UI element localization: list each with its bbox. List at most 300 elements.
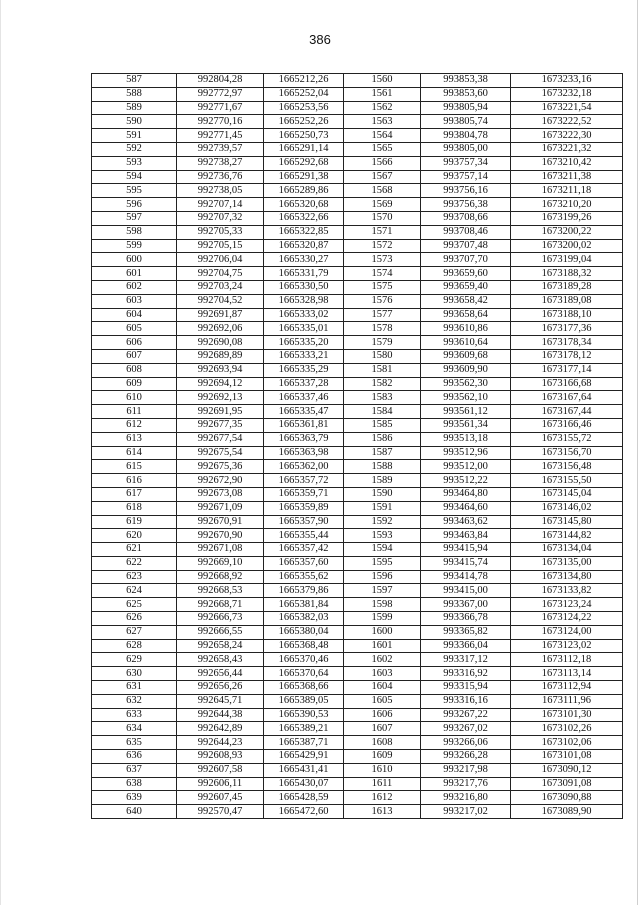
point-number-right-cell: 1606: [344, 708, 421, 722]
y-coordinate-left-cell: 1665357,72: [264, 474, 344, 488]
y-coordinate-right-cell: 1673145,04: [511, 487, 623, 501]
x-coordinate-left-cell: 992658,24: [177, 639, 264, 653]
point-number-right-cell: 1575: [344, 280, 421, 294]
y-coordinate-left-cell: 1665359,89: [264, 501, 344, 515]
y-coordinate-left-cell: 1665355,62: [264, 570, 344, 584]
table-row: [92, 625, 623, 639]
point-number-right-cell: 1573: [344, 253, 421, 267]
point-number-left-cell: 598: [92, 225, 177, 239]
point-number-right-cell: 1589: [344, 474, 421, 488]
x-coordinate-left-cell: 992704,52: [177, 294, 264, 308]
point-number-right-cell: 1560: [344, 74, 421, 88]
y-coordinate-left-cell: 1665381,84: [264, 598, 344, 612]
y-coordinate-right-cell: 1673102,26: [511, 722, 623, 736]
table-row: [92, 405, 623, 419]
point-number-right-cell: 1562: [344, 101, 421, 115]
y-coordinate-right-cell: 1673232,18: [511, 87, 623, 101]
x-coordinate-right-cell: 993464,80: [421, 487, 511, 501]
y-coordinate-left-cell: 1665291,14: [264, 142, 344, 156]
table-row: [92, 336, 623, 350]
point-number-right-cell: 1608: [344, 736, 421, 750]
point-number-right-cell: 1611: [344, 777, 421, 791]
x-coordinate-right-cell: 993609,68: [421, 349, 511, 363]
y-coordinate-right-cell: 1673134,04: [511, 543, 623, 557]
x-coordinate-left-cell: 992644,38: [177, 708, 264, 722]
table-row: [92, 363, 623, 377]
point-number-left-cell: 613: [92, 432, 177, 446]
y-coordinate-left-cell: 1665431,41: [264, 763, 344, 777]
y-coordinate-right-cell: 1673145,80: [511, 515, 623, 529]
point-number-right-cell: 1583: [344, 391, 421, 405]
table-row: [92, 418, 623, 432]
y-coordinate-left-cell: 1665252,04: [264, 87, 344, 101]
table-row: [92, 129, 623, 143]
y-coordinate-left-cell: 1665357,42: [264, 543, 344, 557]
x-coordinate-right-cell: 993365,82: [421, 625, 511, 639]
point-number-right-cell: 1566: [344, 156, 421, 170]
y-coordinate-right-cell: 1673155,50: [511, 474, 623, 488]
point-number-left-cell: 635: [92, 736, 177, 750]
table-row: [92, 349, 623, 363]
point-number-left-cell: 616: [92, 474, 177, 488]
x-coordinate-left-cell: 992607,58: [177, 763, 264, 777]
table-row: [92, 708, 623, 722]
y-coordinate-left-cell: 1665335,29: [264, 363, 344, 377]
point-number-right-cell: 1574: [344, 267, 421, 281]
x-coordinate-right-cell: 993217,98: [421, 763, 511, 777]
x-coordinate-right-cell: 993267,02: [421, 722, 511, 736]
table-row: [92, 460, 623, 474]
table-row: [92, 529, 623, 543]
x-coordinate-left-cell: 992656,26: [177, 681, 264, 695]
y-coordinate-left-cell: 1665337,28: [264, 377, 344, 391]
table-row: [92, 681, 623, 695]
y-coordinate-right-cell: 1673090,88: [511, 791, 623, 805]
point-number-left-cell: 639: [92, 791, 177, 805]
x-coordinate-right-cell: 993562,10: [421, 391, 511, 405]
y-coordinate-left-cell: 1665212,26: [264, 74, 344, 88]
point-number-right-cell: 1579: [344, 336, 421, 350]
point-number-right-cell: 1581: [344, 363, 421, 377]
point-number-left-cell: 612: [92, 418, 177, 432]
point-number-left-cell: 603: [92, 294, 177, 308]
point-number-left-cell: 597: [92, 211, 177, 225]
x-coordinate-right-cell: 993217,76: [421, 777, 511, 791]
point-number-left-cell: 602: [92, 280, 177, 294]
point-number-left-cell: 618: [92, 501, 177, 515]
y-coordinate-right-cell: 1673222,52: [511, 115, 623, 129]
point-number-left-cell: 593: [92, 156, 177, 170]
point-number-right-cell: 1588: [344, 460, 421, 474]
point-number-left-cell: 636: [92, 750, 177, 764]
x-coordinate-right-cell: 993756,38: [421, 198, 511, 212]
x-coordinate-left-cell: 992675,54: [177, 446, 264, 460]
x-coordinate-right-cell: 993757,14: [421, 170, 511, 184]
x-coordinate-left-cell: 992668,92: [177, 570, 264, 584]
point-number-left-cell: 638: [92, 777, 177, 791]
table-row: [92, 87, 623, 101]
y-coordinate-left-cell: 1665250,73: [264, 129, 344, 143]
table-row: [92, 253, 623, 267]
point-number-left-cell: 627: [92, 625, 177, 639]
y-coordinate-left-cell: 1665253,56: [264, 101, 344, 115]
y-coordinate-right-cell: 1673199,04: [511, 253, 623, 267]
point-number-left-cell: 591: [92, 129, 177, 143]
x-coordinate-right-cell: 993707,70: [421, 253, 511, 267]
table-row: [92, 543, 623, 557]
x-coordinate-right-cell: 993414,78: [421, 570, 511, 584]
y-coordinate-right-cell: 1673188,10: [511, 308, 623, 322]
point-number-left-cell: 606: [92, 336, 177, 350]
point-number-right-cell: 1610: [344, 763, 421, 777]
y-coordinate-left-cell: 1665292,68: [264, 156, 344, 170]
point-number-left-cell: 601: [92, 267, 177, 281]
y-coordinate-right-cell: 1673189,08: [511, 294, 623, 308]
table-row: [92, 432, 623, 446]
point-number-right-cell: 1612: [344, 791, 421, 805]
y-coordinate-right-cell: 1673124,22: [511, 612, 623, 626]
y-coordinate-right-cell: 1673123,02: [511, 639, 623, 653]
y-coordinate-left-cell: 1665379,86: [264, 584, 344, 598]
y-coordinate-right-cell: 1673156,70: [511, 446, 623, 460]
y-coordinate-left-cell: 1665335,20: [264, 336, 344, 350]
point-number-right-cell: 1561: [344, 87, 421, 101]
y-coordinate-left-cell: 1665389,21: [264, 722, 344, 736]
y-coordinate-left-cell: 1665330,27: [264, 253, 344, 267]
x-coordinate-left-cell: 992804,28: [177, 74, 264, 88]
point-number-left-cell: 588: [92, 87, 177, 101]
y-coordinate-right-cell: 1673211,18: [511, 184, 623, 198]
x-coordinate-right-cell: 993805,94: [421, 101, 511, 115]
x-coordinate-right-cell: 993708,46: [421, 225, 511, 239]
table-row: [92, 763, 623, 777]
point-number-right-cell: 1607: [344, 722, 421, 736]
x-coordinate-right-cell: 993415,94: [421, 543, 511, 557]
x-coordinate-left-cell: 992706,04: [177, 253, 264, 267]
point-number-right-cell: 1571: [344, 225, 421, 239]
x-coordinate-right-cell: 993366,78: [421, 612, 511, 626]
x-coordinate-left-cell: 992690,08: [177, 336, 264, 350]
y-coordinate-left-cell: 1665328,98: [264, 294, 344, 308]
x-coordinate-left-cell: 992607,45: [177, 791, 264, 805]
x-coordinate-left-cell: 992691,87: [177, 308, 264, 322]
point-number-left-cell: 637: [92, 763, 177, 777]
point-number-right-cell: 1609: [344, 750, 421, 764]
y-coordinate-right-cell: 1673111,96: [511, 694, 623, 708]
y-coordinate-left-cell: 1665333,21: [264, 349, 344, 363]
x-coordinate-right-cell: 993512,96: [421, 446, 511, 460]
x-coordinate-right-cell: 993266,06: [421, 736, 511, 750]
point-number-right-cell: 1592: [344, 515, 421, 529]
y-coordinate-right-cell: 1673167,64: [511, 391, 623, 405]
x-coordinate-left-cell: 992668,53: [177, 584, 264, 598]
x-coordinate-left-cell: 992644,23: [177, 736, 264, 750]
point-number-right-cell: 1591: [344, 501, 421, 515]
y-coordinate-left-cell: 1665361,81: [264, 418, 344, 432]
point-number-right-cell: 1602: [344, 653, 421, 667]
table-row: [92, 239, 623, 253]
x-coordinate-right-cell: 993804,78: [421, 129, 511, 143]
y-coordinate-left-cell: 1665335,47: [264, 405, 344, 419]
x-coordinate-left-cell: 992692,06: [177, 322, 264, 336]
x-coordinate-left-cell: 992770,16: [177, 115, 264, 129]
table-row: [92, 308, 623, 322]
point-number-right-cell: 1586: [344, 432, 421, 446]
y-coordinate-right-cell: 1673102,06: [511, 736, 623, 750]
point-number-right-cell: 1570: [344, 211, 421, 225]
x-coordinate-left-cell: 992671,09: [177, 501, 264, 515]
y-coordinate-right-cell: 1673222,30: [511, 129, 623, 143]
point-number-left-cell: 594: [92, 170, 177, 184]
table-row: [92, 74, 623, 88]
point-number-right-cell: 1565: [344, 142, 421, 156]
table-row: [92, 156, 623, 170]
point-number-left-cell: 631: [92, 681, 177, 695]
y-coordinate-left-cell: 1665322,66: [264, 211, 344, 225]
point-number-right-cell: 1580: [344, 349, 421, 363]
point-number-left-cell: 587: [92, 74, 177, 88]
point-number-right-cell: 1600: [344, 625, 421, 639]
point-number-right-cell: 1593: [344, 529, 421, 543]
table-row: [92, 280, 623, 294]
table-row: [92, 142, 623, 156]
table-row: [92, 487, 623, 501]
point-number-left-cell: 605: [92, 322, 177, 336]
y-coordinate-left-cell: 1665390,53: [264, 708, 344, 722]
table-row: [92, 391, 623, 405]
x-coordinate-left-cell: 992677,35: [177, 418, 264, 432]
x-coordinate-right-cell: 993415,00: [421, 584, 511, 598]
table-row: [92, 515, 623, 529]
table-row: [92, 556, 623, 570]
table-row: [92, 446, 623, 460]
page-number: 386: [309, 32, 331, 47]
y-coordinate-right-cell: 1673177,14: [511, 363, 623, 377]
y-coordinate-left-cell: 1665370,64: [264, 667, 344, 681]
table-row: [92, 474, 623, 488]
y-coordinate-left-cell: 1665320,87: [264, 239, 344, 253]
y-coordinate-left-cell: 1665472,60: [264, 805, 344, 819]
x-coordinate-left-cell: 992677,54: [177, 432, 264, 446]
x-coordinate-left-cell: 992707,32: [177, 211, 264, 225]
point-number-left-cell: 595: [92, 184, 177, 198]
point-number-right-cell: 1578: [344, 322, 421, 336]
y-coordinate-left-cell: 1665289,86: [264, 184, 344, 198]
point-number-left-cell: 614: [92, 446, 177, 460]
x-coordinate-left-cell: 992694,12: [177, 377, 264, 391]
x-coordinate-left-cell: 992705,15: [177, 239, 264, 253]
x-coordinate-right-cell: 993512,00: [421, 460, 511, 474]
y-coordinate-right-cell: 1673166,68: [511, 377, 623, 391]
y-coordinate-left-cell: 1665359,71: [264, 487, 344, 501]
y-coordinate-right-cell: 1673155,72: [511, 432, 623, 446]
x-coordinate-left-cell: 992693,94: [177, 363, 264, 377]
x-coordinate-left-cell: 992772,97: [177, 87, 264, 101]
x-coordinate-right-cell: 993216,80: [421, 791, 511, 805]
y-coordinate-right-cell: 1673135,00: [511, 556, 623, 570]
x-coordinate-right-cell: 993317,12: [421, 653, 511, 667]
point-number-left-cell: 620: [92, 529, 177, 543]
table-row: [92, 653, 623, 667]
point-number-left-cell: 629: [92, 653, 177, 667]
point-number-right-cell: 1577: [344, 308, 421, 322]
point-number-right-cell: 1598: [344, 598, 421, 612]
x-coordinate-left-cell: 992642,89: [177, 722, 264, 736]
y-coordinate-left-cell: 1665363,79: [264, 432, 344, 446]
y-coordinate-left-cell: 1665355,44: [264, 529, 344, 543]
y-coordinate-left-cell: 1665382,03: [264, 612, 344, 626]
x-coordinate-right-cell: 993853,60: [421, 87, 511, 101]
point-number-left-cell: 607: [92, 349, 177, 363]
table-row: [92, 694, 623, 708]
scan-edge-left: [0, 0, 1, 905]
table-row: [92, 791, 623, 805]
x-coordinate-left-cell: 992771,45: [177, 129, 264, 143]
y-coordinate-left-cell: 1665357,90: [264, 515, 344, 529]
point-number-right-cell: 1572: [344, 239, 421, 253]
table-row: [92, 198, 623, 212]
x-coordinate-left-cell: 992666,55: [177, 625, 264, 639]
x-coordinate-right-cell: 993756,16: [421, 184, 511, 198]
point-number-right-cell: 1567: [344, 170, 421, 184]
y-coordinate-right-cell: 1673221,54: [511, 101, 623, 115]
x-coordinate-left-cell: 992668,71: [177, 598, 264, 612]
point-number-left-cell: 604: [92, 308, 177, 322]
x-coordinate-left-cell: 992689,89: [177, 349, 264, 363]
x-coordinate-right-cell: 993805,74: [421, 115, 511, 129]
y-coordinate-right-cell: 1673123,24: [511, 598, 623, 612]
x-coordinate-right-cell: 993561,12: [421, 405, 511, 419]
x-coordinate-right-cell: 993561,34: [421, 418, 511, 432]
point-number-right-cell: 1584: [344, 405, 421, 419]
y-coordinate-right-cell: 1673200,22: [511, 225, 623, 239]
point-number-left-cell: 615: [92, 460, 177, 474]
point-number-right-cell: 1594: [344, 543, 421, 557]
point-number-left-cell: 621: [92, 543, 177, 557]
y-coordinate-right-cell: 1673101,08: [511, 750, 623, 764]
x-coordinate-right-cell: 993315,94: [421, 681, 511, 695]
table-row: [92, 639, 623, 653]
table-row: [92, 777, 623, 791]
y-coordinate-right-cell: 1673211,38: [511, 170, 623, 184]
y-coordinate-right-cell: 1673112,18: [511, 653, 623, 667]
x-coordinate-right-cell: 993463,62: [421, 515, 511, 529]
x-coordinate-left-cell: 992738,27: [177, 156, 264, 170]
x-coordinate-right-cell: 993464,60: [421, 501, 511, 515]
y-coordinate-left-cell: 1665387,71: [264, 736, 344, 750]
scan-edge-right: [637, 0, 638, 905]
y-coordinate-left-cell: 1665291,38: [264, 170, 344, 184]
x-coordinate-left-cell: 992705,33: [177, 225, 264, 239]
table-row: [92, 267, 623, 281]
x-coordinate-right-cell: 993757,34: [421, 156, 511, 170]
x-coordinate-left-cell: 992673,08: [177, 487, 264, 501]
table-row: [92, 170, 623, 184]
x-coordinate-right-cell: 993367,00: [421, 598, 511, 612]
y-coordinate-right-cell: 1673178,34: [511, 336, 623, 350]
y-coordinate-left-cell: 1665335,01: [264, 322, 344, 336]
point-number-left-cell: 610: [92, 391, 177, 405]
y-coordinate-left-cell: 1665252,26: [264, 115, 344, 129]
y-coordinate-left-cell: 1665428,59: [264, 791, 344, 805]
y-coordinate-left-cell: 1665330,50: [264, 280, 344, 294]
point-number-right-cell: 1568: [344, 184, 421, 198]
x-coordinate-left-cell: 992570,47: [177, 805, 264, 819]
point-number-left-cell: 622: [92, 556, 177, 570]
point-number-left-cell: 628: [92, 639, 177, 653]
table-row: [92, 322, 623, 336]
y-coordinate-left-cell: 1665357,60: [264, 556, 344, 570]
table-row: [92, 501, 623, 515]
point-number-left-cell: 617: [92, 487, 177, 501]
point-number-left-cell: 624: [92, 584, 177, 598]
x-coordinate-left-cell: 992645,71: [177, 694, 264, 708]
y-coordinate-right-cell: 1673113,14: [511, 667, 623, 681]
y-coordinate-right-cell: 1673091,08: [511, 777, 623, 791]
point-number-left-cell: 599: [92, 239, 177, 253]
y-coordinate-left-cell: 1665320,68: [264, 198, 344, 212]
x-coordinate-left-cell: 992671,08: [177, 543, 264, 557]
y-coordinate-right-cell: 1673210,20: [511, 198, 623, 212]
y-coordinate-right-cell: 1673144,82: [511, 529, 623, 543]
table-row: [92, 667, 623, 681]
y-coordinate-left-cell: 1665363,98: [264, 446, 344, 460]
point-number-left-cell: 590: [92, 115, 177, 129]
x-coordinate-right-cell: 993658,42: [421, 294, 511, 308]
table-row: [92, 736, 623, 750]
y-coordinate-right-cell: 1673090,12: [511, 763, 623, 777]
x-coordinate-right-cell: 993217,02: [421, 805, 511, 819]
x-coordinate-left-cell: 992672,90: [177, 474, 264, 488]
x-coordinate-right-cell: 993316,16: [421, 694, 511, 708]
y-coordinate-right-cell: 1673233,16: [511, 74, 623, 88]
x-coordinate-right-cell: 993316,92: [421, 667, 511, 681]
point-number-right-cell: 1576: [344, 294, 421, 308]
point-number-left-cell: 609: [92, 377, 177, 391]
x-coordinate-right-cell: 993659,60: [421, 267, 511, 281]
x-coordinate-left-cell: 992704,75: [177, 267, 264, 281]
point-number-right-cell: 1601: [344, 639, 421, 653]
table-row: [92, 598, 623, 612]
x-coordinate-left-cell: 992736,76: [177, 170, 264, 184]
y-coordinate-right-cell: 1673178,12: [511, 349, 623, 363]
point-number-left-cell: 625: [92, 598, 177, 612]
y-coordinate-left-cell: 1665362,00: [264, 460, 344, 474]
y-coordinate-right-cell: 1673189,28: [511, 280, 623, 294]
x-coordinate-left-cell: 992658,43: [177, 653, 264, 667]
y-coordinate-left-cell: 1665389,05: [264, 694, 344, 708]
y-coordinate-right-cell: 1673188,32: [511, 267, 623, 281]
table-row: [92, 184, 623, 198]
x-coordinate-left-cell: 992739,57: [177, 142, 264, 156]
table-row: [92, 211, 623, 225]
x-coordinate-right-cell: 993708,66: [421, 211, 511, 225]
y-coordinate-left-cell: 1665370,46: [264, 653, 344, 667]
point-number-right-cell: 1605: [344, 694, 421, 708]
y-coordinate-left-cell: 1665368,66: [264, 681, 344, 695]
point-number-right-cell: 1604: [344, 681, 421, 695]
x-coordinate-left-cell: 992666,73: [177, 612, 264, 626]
x-coordinate-left-cell: 992669,10: [177, 556, 264, 570]
x-coordinate-right-cell: 993267,22: [421, 708, 511, 722]
y-coordinate-right-cell: 1673199,26: [511, 211, 623, 225]
x-coordinate-right-cell: 993266,28: [421, 750, 511, 764]
y-coordinate-right-cell: 1673089,90: [511, 805, 623, 819]
x-coordinate-right-cell: 993707,48: [421, 239, 511, 253]
x-coordinate-left-cell: 992691,95: [177, 405, 264, 419]
point-number-right-cell: 1597: [344, 584, 421, 598]
y-coordinate-left-cell: 1665429,91: [264, 750, 344, 764]
